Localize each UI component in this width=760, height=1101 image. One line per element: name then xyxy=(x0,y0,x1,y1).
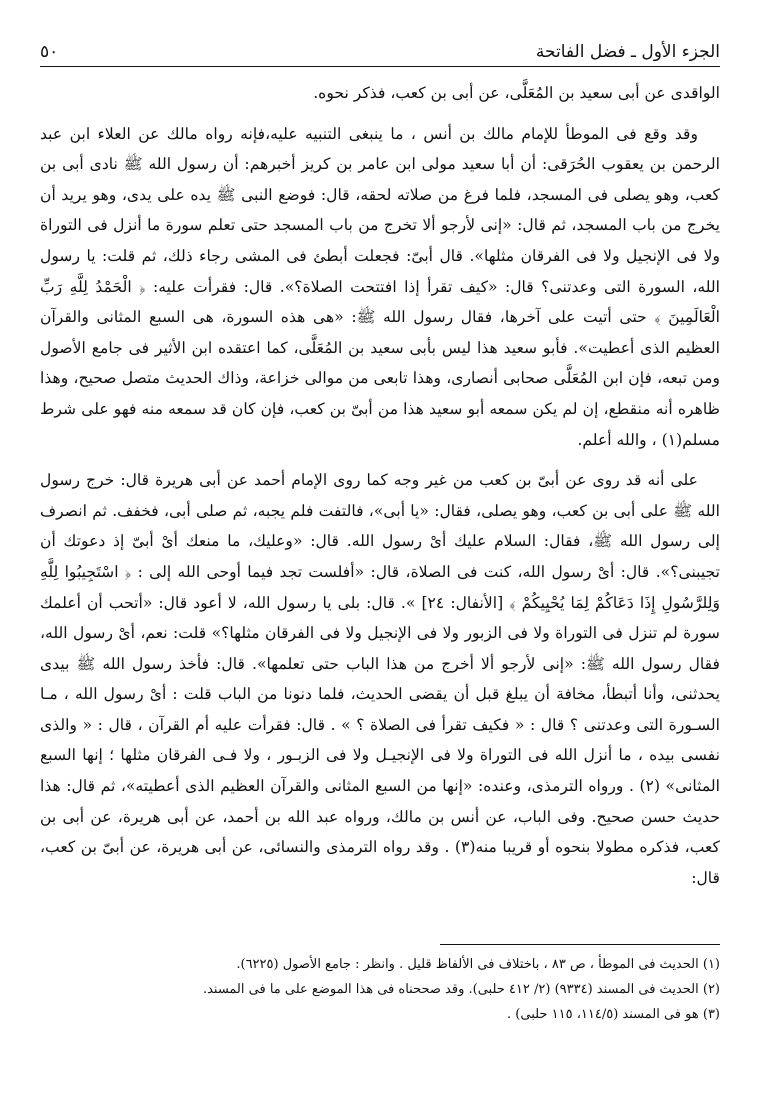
running-header xyxy=(40,34,720,67)
paragraph: الواقدى عن أبى سعيد بن المُعَلَّى، عن أبى بن كعب، فذكر نحوه. xyxy=(313,84,720,102)
footnotes xyxy=(40,952,720,1027)
footnote: (٢) الحديث فى المسند (٩٣٣٤) (٢/ ٤١٢ حلبى). وقد صححناه فى هذا الموضع على ما فى المسند. xyxy=(202,982,720,997)
paragraph: وقد وقع فى الموطأ للإمام مالك بن أنس ، ما ينبغى التنبيه عليه،فإنه رواه مالك عن العلاء ابن عبد الرحمن بن يعقوب الحُرَقى: أن أبا سعيد مولى ابن عامر بن كريز أخبرهم: أن رسول الله ﷺ نادى أبى بن كعب، وهو يصلى فى المسجد، فلما فرغ من صلاته لحقه، قال: فوضع النبى ﷺ يده على يدى، وهو يريد أن يخرج من باب المسجد، ثم قال: «إنى لأرجو ألا تخرج من باب المسجد حتى تعلم سورة ما أنزل فى التوراة ولا فى الإنجيل ولا فى الفرقان مثلها». قال أبىّ: فجعلت أبطئ فى المشى رجاء ذلك، ثم قلت: يا رسول الله، السورة التى وعدتنى؟ قال: «كيف تقرأ إذا افتتحت الصلاة؟». قال: فقرأت عليه: ﴿ الْحَمْدُ لِلَّهِ رَبِّ الْعَالَمِينَ ﴾ حتى أتيت على آخرها، فقال رسول الله ﷺ: «هى هذه السورة، هى السبع المثانى والقرآن العظيم الذى أعطيت». فأبو سعيد هذا ليس بأبى سعيد بن المُعَلَّى، كما اعتقده ابن الأثير فى جامع الأصول ومن تبعه، فإن ابن المُعَلَّى صحابى أنصارى، وهذا تابعى من موالى خزاعة، وذاك الحديث متصل صحيح، وهذا ظاهره أنه منقطع، إن لم يكن سمعه أبو سعيد هذا من أبىّ بن كعب، فإن كان قد سمعه منه فهو على شرط مسلم(١) ، والله أعلم. xyxy=(40,124,720,449)
footnote: (٣) هو فى المسند (١١٤/٥، ١١٥ حلبى) . xyxy=(507,1007,720,1022)
main-text xyxy=(40,78,720,903)
page-number: ٥٠ xyxy=(40,42,59,62)
header-title: الجزء الأول ـ فضل الفاتحة xyxy=(535,42,720,62)
footnote: (١) الحديث فى الموطأ ، ص ٨٣ ، باختلاف فى الألفاظ قليل . وانظر : جامع الأصول (٦٢٢٥). xyxy=(236,957,720,972)
footnote-separator xyxy=(440,944,720,945)
paragraph: على أنه قد روى عن أبىّ بن كعب من غير وجه كما روى الإمام أحمد عن أبى هريرة قال: خرج رسول الله ﷺ على أبى بن كعب، وهو يصلى، فقال: «يا أبى»، فالتفت فلم يجبه، ثم صلى أبى، فخفف. ثم انصرف إلى رسول الله ﷺ، فقال: السلام عليك أىْ رسول الله. قال: «وعليك، ما منعك أىْ أبىّ إذ دعوتك أن تجيبنى؟». قال: أىْ رسول الله، كنت فى الصلاة، قال: «أفلست تجد فيما أوحى الله إلى : ﴿ اسْتَجِيبُوا لِلَّهِ وَلِلرَّسُولِ إِذَا دَعَاكُمْ لِمَا يُحْيِيكُمْ ﴾ [الأنفال: ٢٤] ». قال: بلى يا رسول الله، لا أعود قال: «أتحب أن أعلمك سورة لم تنزل فى التوراة ولا فى الزبور ولا فى الإنجيل ولا فى الفرقان مثلها؟» قلت: نعم، أىْ رسول الله، فقال رسول الله ﷺ: «إنى لأرجو ألا أخرج من هذا الباب حتى تعلمها». قال: فأخذ رسول الله ﷺ بيدى يحدثنى، وأنا أتبطأ، مخافة أن يبلغ قبل أن يقضى الحديث، فلما دنونا من الباب قلت : أىْ رسول الله ، مـا السـورة التى وعدتنى ؟ قال : « فكيف تقرأ فى الصلاة ؟ » . قال: فقرأت عليه أم القرآن ، قال : « والذى نفسى بيده ، ما أنزل الله فى التوراة ولا فى الإنجيـل ولا فى الزبـور ، ولا فـى الفرقان مثلها ؛ إنها السبع المثانى» (٢) . ورواه الترمذى، وعنده: «إنها من السبع المثانى والقرآن العظيم الذى أعطيته»، ثم قال: هذا حديث حسن صحيح. وفى الباب، عن أنس بن مالك، ورواه عبد الله بن أحمد، عن أبى هريرة، عن أبى بن كعب، فذكره مطولا بنحوه أو قريبا منه(٣) . وقد رواه الترمذى والنسائى، عن أبى هريرة، عن أبىّ بن كعب، قال: xyxy=(40,471,721,887)
